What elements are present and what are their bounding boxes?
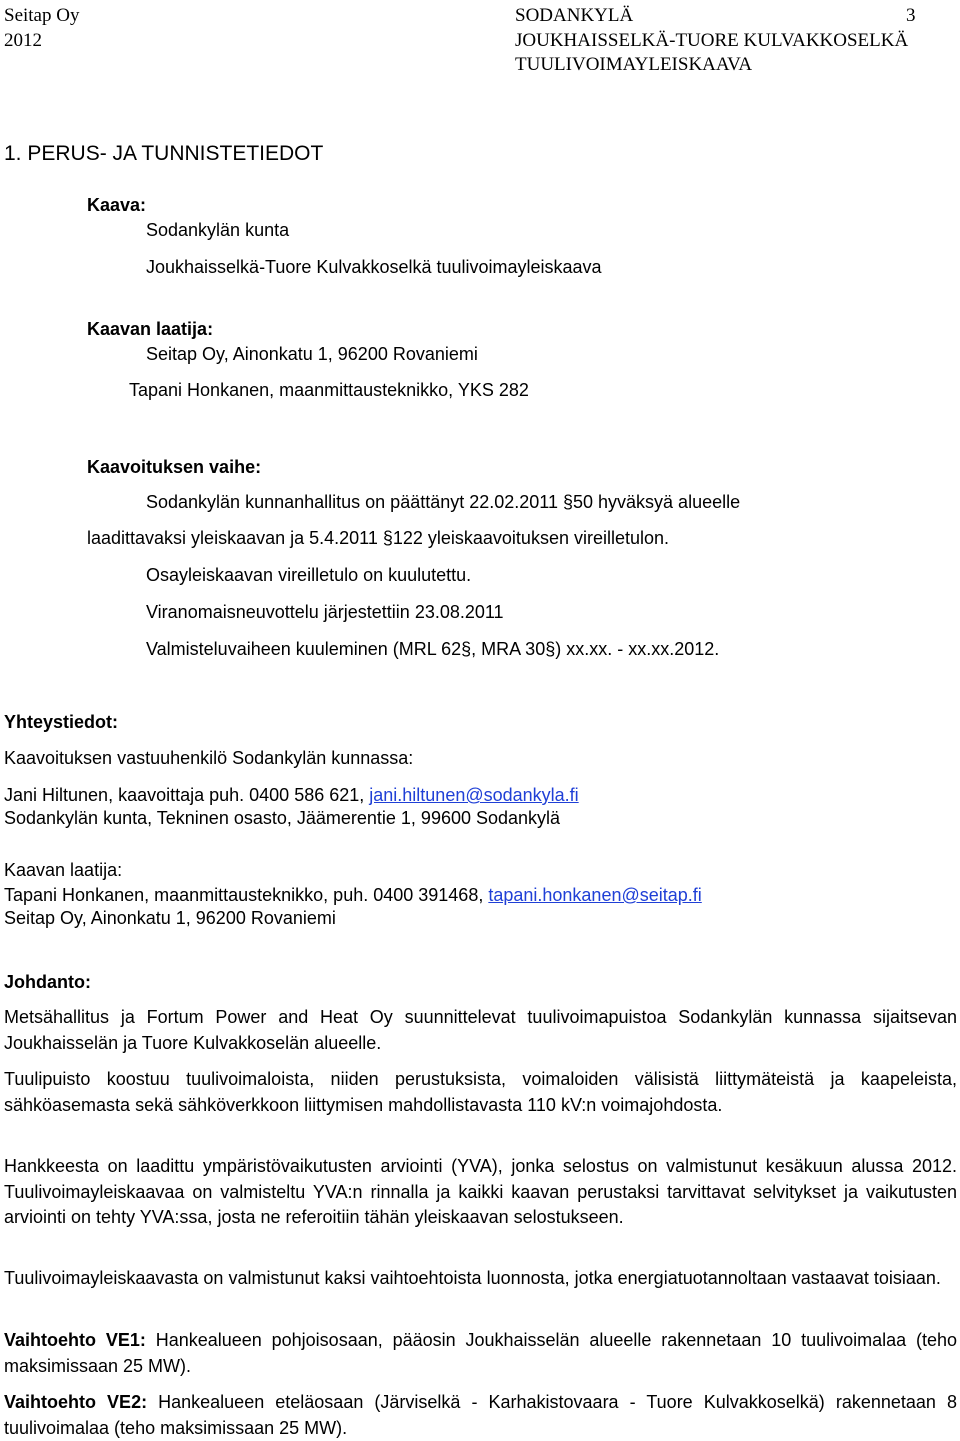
email-link-jani[interactable]: jani.hiltunen@sodankyla.fi bbox=[369, 785, 579, 805]
kaava-label: Kaava: bbox=[87, 195, 147, 215]
laatija-label: Kaavan laatija: bbox=[87, 319, 214, 339]
contact-address2: Seitap Oy, Ainonkatu 1, 96200 Rovaniemi bbox=[4, 908, 336, 928]
kaava-municipality: Sodankylän kunta bbox=[146, 220, 290, 240]
vaihe-label: Kaavoituksen vaihe: bbox=[87, 457, 262, 477]
option-ve2-text: Hankealueen eteläosaan (Järviselkä - Karhakistovaara - Tuore Kulvakkoselkä) rakennetaan 8 tuulivoimalaa (teho maksimissaan 25 MW). bbox=[4, 1392, 957, 1438]
section-title: 1. PERUS- JA TUNNISTETIEDOT bbox=[4, 142, 324, 165]
johdanto-paragraph-1: Metsähallitus ja Fortum Power and Heat Oy suunnittelevat tuulivoimapuistoa Sodankylän kunnassa sijaitsevan Joukhaisselän ja Tuore Kulvakkoselän alueelle. bbox=[4, 1007, 957, 1053]
option-ve2-label: Vaihtoehto VE2: bbox=[4, 1392, 148, 1412]
contacts-label: Yhteystiedot: bbox=[4, 712, 119, 732]
vaihe-line5: Valmisteluvaiheen kuuleminen (MRL 62§, MRA 30§) xx.xx. - xx.xx.2012. bbox=[146, 639, 720, 659]
option-ve2 bbox=[4, 1390, 957, 1441]
vaihe-line4: Viranomaisneuvottelu järjestettiin 23.08.2011 bbox=[146, 602, 504, 622]
laatija-company: Seitap Oy, Ainonkatu 1, 96200 Rovaniemi bbox=[146, 344, 478, 364]
header-year: 2012 bbox=[4, 30, 42, 51]
contact-person1 bbox=[4, 783, 579, 807]
johdanto-label: Johdanto: bbox=[4, 972, 91, 992]
contacts-intro: Kaavoituksen vastuuhenkilö Sodankylän kunnassa: bbox=[4, 748, 414, 768]
contact-person2-text: Tapani Honkanen, maanmittausteknikko, puh. 0400 391468, bbox=[4, 885, 489, 905]
header-company: Seitap Oy bbox=[4, 5, 80, 26]
header-plan-name-line2: TUULIVOIMAYLEISKAAVA bbox=[515, 54, 753, 75]
header-plan-name-line1: JOUKHAISSELKÄ-TUORE KULVAKKOSELKÄ bbox=[515, 30, 909, 51]
johdanto-paragraph-3: Hankkeesta on laadittu ympäristövaikutusten arviointi (YVA), jonka selostus on valmistunut kesäkuun alussa 2012. Tuulivoimayleiskaavaa on valmisteltu YVA:n rinnalla ja kaikki kaavan perustaksi tarvittavat selvitykset ja vaikutusten arviointi on tehty YVA:ssa, josta ne referoitiin tähän yleiskaavan selostukseen. bbox=[4, 1156, 957, 1227]
contact-person1-text: Jani Hiltunen, kaavoittaja puh. 0400 586 621, bbox=[4, 785, 370, 805]
vaihe-line1: Sodankylän kunnanhallitus on päättänyt 22.02.2011 §50 hyväksyä alueelle bbox=[146, 492, 741, 512]
kaava-plan-name: Joukhaisselkä-Tuore Kulvakkoselkä tuulivoimayleiskaava bbox=[146, 257, 602, 277]
option-ve1-label: Vaihtoehto VE1: bbox=[4, 1330, 146, 1350]
vaihe-line2: laadittavaksi yleiskaavan ja 5.4.2011 §122 yleiskaavoituksen vireilletulon. bbox=[87, 528, 670, 548]
page-number: 3 bbox=[906, 5, 916, 26]
contact-address1: Sodankylän kunta, Tekninen osasto, Jäämerentie 1, 99600 Sodankylä bbox=[4, 808, 561, 828]
header-municipality: SODANKYLÄ bbox=[515, 5, 634, 26]
option-ve1-text: Hankealueen pohjoisosaan, pääosin Joukhaisselän alueelle rakennetaan 10 tuulivoimalaa (teho maksimissaan 25 MW). bbox=[4, 1330, 957, 1376]
johdanto-paragraph-4: Tuulivoimayleiskaavasta on valmistunut kaksi vaihtoehtoista luonnosta, jotka energiatuotannoltaan vastaavat toisiaan. bbox=[4, 1268, 941, 1288]
laatija-person: Tapani Honkanen, maanmittausteknikko, YKS 282 bbox=[129, 380, 529, 400]
johdanto-paragraph-2: Tuulipuisto koostuu tuulivoimaloista, niiden perustuksista, voimaloiden välisistä liittymäteistä ja kaapeleista, sähköasemasta sekä sähköverkkoon liittymisen mahdollistavasta 110 kV:n voimajohdosta. bbox=[4, 1069, 957, 1115]
email-link-tapani[interactable]: tapani.honkanen@seitap.fi bbox=[488, 885, 702, 905]
option-ve1 bbox=[4, 1328, 957, 1379]
contact-person2 bbox=[4, 883, 702, 907]
vaihe-line3: Osayleiskaavan vireilletulo on kuulutettu. bbox=[146, 565, 472, 585]
contacts-laatija-label: Kaavan laatija: bbox=[4, 860, 123, 880]
